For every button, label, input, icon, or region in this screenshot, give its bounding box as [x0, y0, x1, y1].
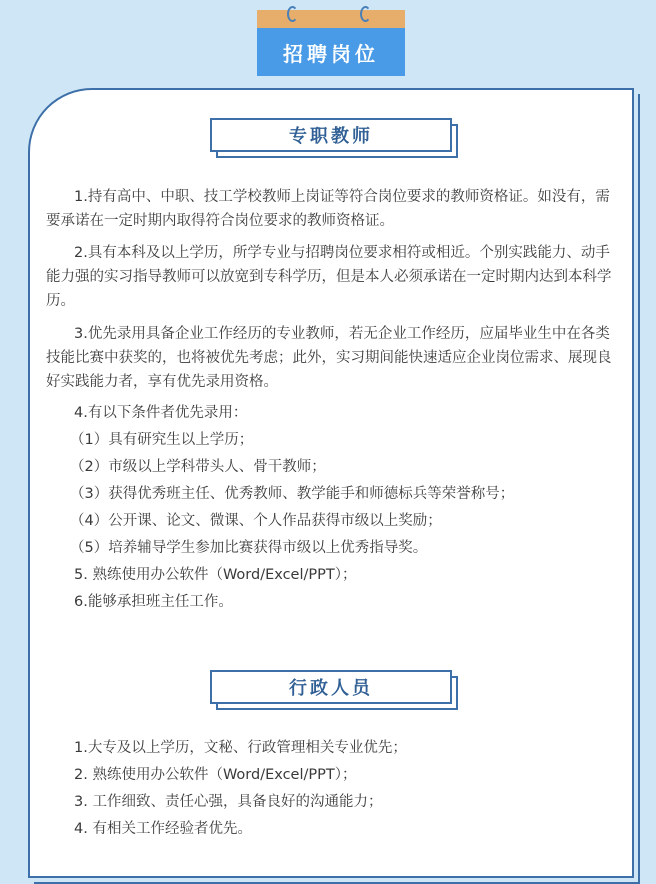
list-item: 1.大专及以上学历，文秘、行政管理相关专业优先； [74, 740, 407, 756]
binder-ring-icon [287, 6, 298, 22]
list-item: 4. 有相关工作经验者优先。 [74, 821, 252, 837]
section-banner [257, 10, 405, 76]
list-item: 3.优先录用具备企业工作经历的专业教师，若无企业工作经历，应届毕业生中在各类技能比赛中获奖的，也将被优先考虑；此外，实习期间能快速适应企业岗位需求、展现良好实践能力者，享有优先录用资格。 [46, 326, 612, 390]
list-item: 1.持有高中、中职、技工学校教师上岗证等符合岗位要求的教师资格证。如没有，需要承诺在一定时期内取得符合岗位要求的教师资格证。 [46, 189, 610, 229]
list-item: 5. 熟练使用办公软件（Word/Excel/PPT）； [74, 567, 357, 583]
list-item: （5）培养辅导学生参加比赛获得市级以上优秀指导奖。 [70, 540, 428, 556]
banner-title: 招聘岗位 [257, 28, 405, 76]
list-item: 2.具有本科及以上学历，所学专业与招聘岗位要求相符或相近。个别实践能力、动手能力强的实习指导教师可以放宽到专科学历，但是本人必须承诺在一定时期内达到本科学历。 [46, 245, 612, 309]
list-item: （1）具有研究生以上学历； [70, 432, 254, 448]
section-title-admin: 行政人员 [210, 670, 452, 704]
section-title-teacher: 专职教师 [210, 118, 452, 152]
list-item: 2. 熟练使用办公软件（Word/Excel/PPT）； [74, 767, 357, 783]
list-item: （3）获得优秀班主任、优秀教师、教学能手和师德标兵等荣誉称号； [70, 486, 515, 502]
list-item: （2）市级以上学科带头人、骨干教师； [70, 459, 326, 475]
list-item: 3. 工作细致、责任心强，具备良好的沟通能力； [74, 794, 383, 810]
binder-ring-icon [360, 6, 371, 22]
list-item: 6.能够承担班主任工作。 [74, 594, 233, 610]
banner-top-strip [257, 10, 405, 30]
list-item: 4.有以下条件者优先录用： [74, 405, 248, 421]
list-item: （4）公开课、论文、微课、个人作品获得市级以上奖励； [70, 513, 442, 529]
